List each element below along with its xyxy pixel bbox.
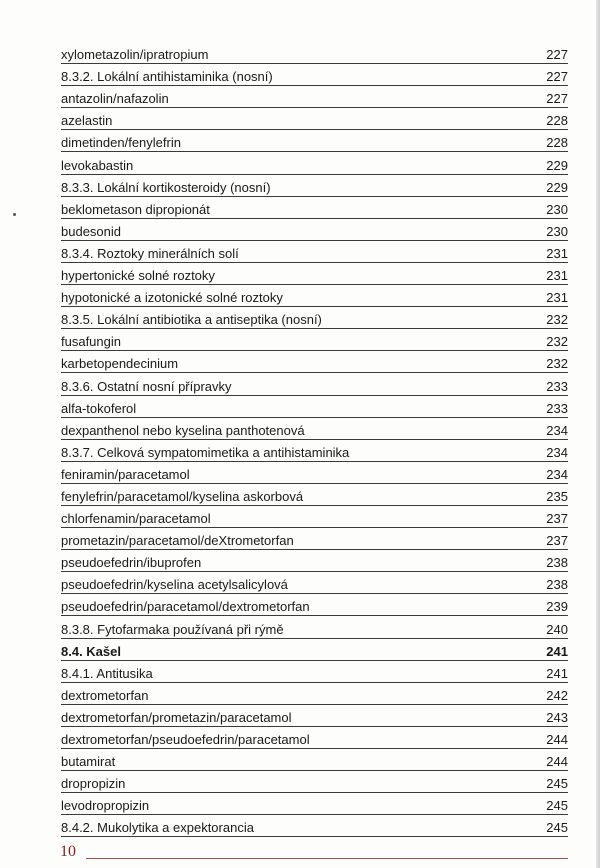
toc-entry: [61, 307, 568, 329]
toc-entry-label: hypertonické solné roztoky: [61, 268, 215, 284]
toc-entry-page: 233: [546, 378, 568, 394]
toc-entry-page: 240: [546, 621, 568, 637]
toc-entry-page: 242: [546, 687, 568, 703]
footer-rule: [86, 858, 568, 859]
toc-entry: [61, 550, 568, 572]
toc-entry-label: beklometason dipropionát: [61, 201, 210, 217]
toc-entry-page: 245: [546, 776, 568, 792]
toc-entry-page: 228: [546, 135, 568, 151]
page-edge-shadow: [596, 0, 600, 868]
toc-entry-label: pseudoefedrin/ibuprofen: [61, 555, 202, 571]
toc-entry-page: 238: [546, 555, 568, 571]
toc-entry: [61, 484, 568, 506]
scan-speck: [13, 213, 16, 216]
toc-entry-label: 8.3.3. Lokální kortikosteroidy (nosní): [61, 179, 271, 195]
toc-entry: [61, 506, 568, 528]
toc-entry-page: 237: [546, 533, 568, 549]
toc-entry-page: 227: [546, 91, 568, 107]
toc-entry-page: 231: [546, 268, 568, 284]
toc-entry-label: pseudoefedrin/paracetamol/dextrometorfan: [61, 599, 310, 615]
toc-entry-label: karbetopendecinium: [61, 356, 179, 372]
table-of-contents: [61, 42, 568, 837]
toc-entry-label: 8.4.1. Antitusika: [61, 665, 153, 681]
toc-entry-label: budesonid: [61, 223, 121, 239]
toc-entry-page: 227: [546, 47, 568, 63]
toc-entry-label: dextrometorfan/prometazin/paracetamol: [61, 709, 292, 725]
toc-entry: [61, 396, 568, 418]
toc-entry-label: fusafungin: [61, 334, 121, 350]
toc-entry: [61, 64, 568, 86]
toc-entry: [61, 241, 568, 263]
toc-entry: [61, 373, 568, 395]
toc-entry-label: 8.3.8. Fytofarmaka používaná při rýmě: [61, 621, 284, 637]
toc-entry-page: 233: [546, 400, 568, 416]
toc-entry-label: xylometazolin/ipratropium: [61, 47, 209, 63]
toc-entry-page: 231: [546, 290, 568, 306]
toc-entry-label: antazolin/nafazolin: [61, 91, 169, 107]
toc-entry: [61, 175, 568, 197]
toc-entry-label: alfa-tokoferol: [61, 400, 137, 416]
toc-entry: [61, 705, 568, 727]
toc-entry-label: prometazin/paracetamol/deXtrometorfan: [61, 533, 294, 549]
toc-entry-label: 8.3.7. Celková sympatomimetika a antihistaminika: [61, 444, 350, 460]
toc-entry-page: 234: [546, 466, 568, 482]
toc-entry: [61, 683, 568, 705]
toc-entry: [61, 594, 568, 616]
toc-entry-page: 245: [546, 820, 568, 836]
toc-entry-label: feniramin/paracetamol: [61, 466, 190, 482]
toc-entry-page: 241: [546, 643, 568, 659]
toc-entry-label: dextrometorfan/pseudoefedrin/paracetamol: [61, 732, 310, 747]
toc-entry-label: azelastin: [61, 113, 113, 129]
toc-entry-page: 232: [546, 334, 568, 350]
toc-entry-page: 229: [546, 179, 568, 195]
toc-entry-page: 234: [546, 422, 568, 438]
toc-entry-label: chlorfenamin/paracetamol: [61, 511, 211, 527]
toc-entry-page: 241: [546, 665, 568, 681]
toc-entry-label: dexpanthenol nebo kyselina panthotenová: [61, 422, 305, 438]
page-number: 10: [60, 843, 76, 860]
toc-entry-page: 230: [546, 223, 568, 239]
toc-entry: [61, 219, 568, 241]
toc-entry-page: 238: [546, 577, 568, 593]
toc-entry-label: 8.4. Kašel: [61, 643, 121, 659]
toc-entry: [61, 616, 568, 638]
toc-entry: [61, 197, 568, 219]
toc-entry-label: dextrometorfan: [61, 687, 149, 703]
toc-entry-label: pseudoefedrin/kyselina acetylsalicylová: [61, 577, 288, 593]
toc-entry: [61, 440, 568, 462]
toc-entry-label: fenylefrin/paracetamol/kyselina askorbová: [61, 488, 304, 504]
toc-entry: [61, 86, 568, 108]
toc-entry: [61, 285, 568, 307]
toc-entry-label: levodropropizin: [61, 798, 150, 814]
toc-entry: [61, 771, 568, 793]
toc-entry-page: 245: [546, 798, 568, 814]
toc-entry-page: 230: [546, 201, 568, 217]
toc-entry: [61, 815, 568, 837]
toc-entry-page: 244: [546, 754, 568, 770]
toc-entry: [61, 152, 568, 174]
toc-entry-page: 229: [546, 157, 568, 173]
toc-entry-page: 244: [546, 732, 568, 747]
toc-entry: [61, 42, 568, 64]
toc-entry: [61, 329, 568, 351]
toc-entry-label: butamirat: [61, 754, 116, 770]
toc-entry-label: 8.3.6. Ostatní nosní přípravky: [61, 378, 232, 394]
toc-entry: [61, 749, 568, 771]
toc-entry: [61, 793, 568, 815]
toc-entry-page: 239: [546, 599, 568, 615]
toc-entry: [61, 263, 568, 285]
toc-entry-label: dimetinden/fenylefrin: [61, 135, 181, 151]
toc-entry-label: 8.3.2. Lokální antihistaminika (nosní): [61, 69, 273, 85]
toc-entry-label: 8.3.4. Roztoky minerálních solí: [61, 245, 239, 261]
toc-entry-page: 228: [546, 113, 568, 129]
toc-entry: [61, 727, 568, 749]
toc-entry: [61, 661, 568, 683]
toc-entry: [61, 639, 568, 661]
toc-entry-label: levokabastin: [61, 157, 134, 173]
toc-entry-page: 243: [546, 709, 568, 725]
toc-entry-label: dropropizin: [61, 776, 126, 792]
toc-entry-label: hypotonické a izotonické solné roztoky: [61, 290, 283, 306]
toc-entry: [61, 351, 568, 373]
toc-entry: [61, 528, 568, 550]
toc-entry: [61, 462, 568, 484]
toc-entry-page: 227: [546, 69, 568, 85]
toc-entry-page: 235: [546, 488, 568, 504]
toc-entry-page: 237: [546, 511, 568, 527]
toc-entry-page: 232: [546, 312, 568, 328]
toc-entry-page: 234: [546, 444, 568, 460]
toc-entry: [61, 108, 568, 130]
toc-entry: [61, 418, 568, 440]
toc-entry-page: 232: [546, 356, 568, 372]
toc-entry-label: 8.4.2. Mukolytika a expektorancia: [61, 820, 254, 836]
toc-entry: [61, 130, 568, 152]
toc-entry-page: 231: [546, 245, 568, 261]
toc-entry-label: 8.3.5. Lokální antibiotika a antiseptika (nosní): [61, 312, 322, 328]
toc-entry: [61, 572, 568, 594]
